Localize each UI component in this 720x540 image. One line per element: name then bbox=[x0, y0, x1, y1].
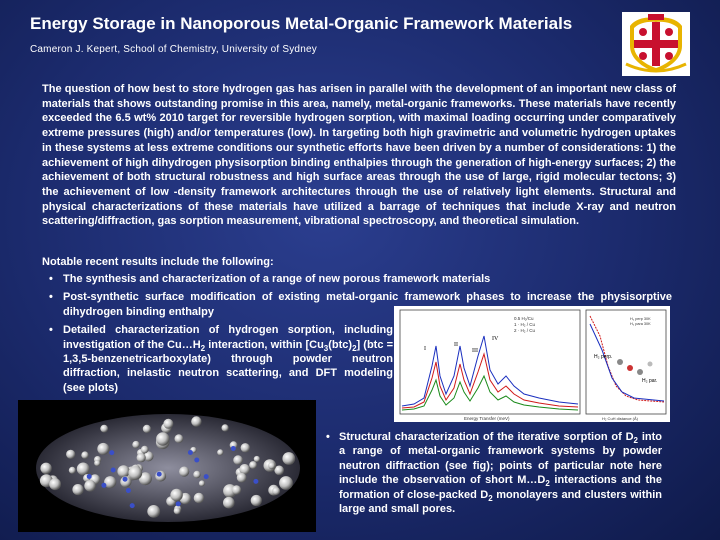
d2-sphere bbox=[49, 478, 61, 490]
university-crest-logo bbox=[622, 12, 690, 76]
d2-sphere bbox=[81, 451, 88, 458]
framework-atom bbox=[231, 446, 236, 451]
d2-sphere bbox=[179, 467, 189, 477]
d2-sphere bbox=[222, 424, 229, 431]
d2-sphere bbox=[194, 493, 204, 503]
framework-atom bbox=[194, 458, 199, 463]
legend-label: H₂ perp 30K bbox=[630, 317, 651, 321]
framework-atom bbox=[130, 503, 135, 508]
d2-sphere bbox=[223, 497, 235, 509]
legend-label: 0.5 H₂/Cu bbox=[514, 316, 534, 321]
list-item bbox=[320, 430, 662, 516]
d2-sphere bbox=[268, 462, 275, 469]
abstract-paragraph: The question of how best to store hydrogen gas has arisen in parallel with the development of an important new class of materials that shows outstanding promise in this area, namely, metal-organic frameworks. These materials have recently exceeded the 6.5 wt% 2010 target for reversible hydrogen sorption, with maximal loading occurring under comparatively extreme pressures (high) and/or temperatures (low). In targeting both high gravimetric and volumetric hydrogen uptakes in these systems at less extreme conditions our synthetic efforts have been driven by a number of considerations: 1) the achievement of high dihydrogen physisorption binding enthalpies through the generation of high-energy surfaces; 2) the achievement of both structural robustness and high surface areas through the use of large, rigid molecular tectons; 3) the achievement of low -density framework architectures through the use of relatively light elements. Structural and physical characterizations of these materials have utilized a barrage of techniques that include X-ray and neutron scattering/diffraction, gas sorption measurement, vibrational spectroscopy, and theoretical simulation. bbox=[42, 83, 676, 228]
d2-sphere bbox=[69, 467, 76, 474]
d2-sphere bbox=[170, 489, 182, 501]
d2-sphere bbox=[147, 505, 160, 518]
list-item-text: Detailed characterization of hydrogen sorption, including investigation of the $Cu\dots H_2$ interaction, within $[Cu_3(btc)_2] (btc$ = 1,3,5-benzenetricarboxylate) through powder neutron diffraction, inelastic neutron scattering, and DFT modeling (see plots) bbox=[63, 324, 393, 394]
d2-sphere bbox=[282, 452, 295, 465]
d2-sphere bbox=[193, 471, 200, 478]
d2-sphere bbox=[84, 480, 96, 492]
d2-sphere bbox=[137, 453, 146, 462]
d2-sphere bbox=[241, 443, 250, 452]
d2-sphere bbox=[237, 473, 247, 483]
d2-sphere bbox=[163, 419, 173, 429]
d2-sphere bbox=[97, 443, 109, 455]
framework-atom bbox=[101, 483, 106, 488]
d2-sphere bbox=[199, 480, 205, 486]
legend-label: 1 · H₂ / Cu bbox=[514, 322, 536, 327]
list-item-text: Post-synthetic surface modification of existing metal-organic framework phases to increase the physisorptive dihydrogen binding enthalpy bbox=[63, 291, 672, 318]
bullet-icon: • bbox=[49, 324, 53, 337]
framework-atom bbox=[253, 479, 258, 484]
crest-shield-icon bbox=[622, 12, 690, 76]
d2-sphere bbox=[272, 487, 280, 495]
x-axis-label: Energy Transfer (meV) bbox=[464, 416, 510, 421]
list-item-text: The synthesis and characterization of a range of new porous framework materials bbox=[63, 273, 491, 285]
x-axis-label: H₂ CuH distance (Å) bbox=[602, 416, 639, 421]
results-heading: Notable recent results include the following: bbox=[42, 256, 274, 268]
d2-sphere bbox=[100, 425, 108, 433]
legend-label: 2 · H₂ / Cu bbox=[514, 328, 536, 333]
bullet-icon: • bbox=[49, 273, 53, 285]
d2-sphere bbox=[77, 463, 90, 476]
d2-sphere bbox=[249, 461, 257, 469]
bullet-icon: • bbox=[49, 291, 53, 304]
peak-label: III bbox=[472, 348, 478, 354]
bullet-icon: • bbox=[326, 431, 330, 443]
poster-title: Energy Storage in Nanoporous Metal-Organic Framework Materials bbox=[30, 14, 573, 33]
framework-atom bbox=[204, 474, 209, 479]
d2-sphere bbox=[141, 446, 149, 454]
framework-atom bbox=[111, 468, 116, 473]
d2-sphere bbox=[128, 466, 142, 480]
d2-sphere bbox=[117, 465, 129, 477]
h2-perp-label: H₂ perp. bbox=[594, 354, 613, 360]
framework-atom bbox=[109, 450, 114, 455]
legend-label: H₂ para 30K bbox=[630, 322, 651, 326]
framework-atom bbox=[126, 488, 131, 493]
d2-sphere bbox=[66, 450, 75, 459]
d2-sphere bbox=[217, 449, 223, 455]
list-item bbox=[42, 323, 393, 395]
inelastic-neutron-dft-plots bbox=[394, 306, 670, 422]
framework-atom bbox=[123, 477, 128, 482]
d2-sphere bbox=[72, 484, 83, 495]
peak-label: I bbox=[424, 346, 426, 352]
d2-sphere bbox=[143, 425, 151, 433]
framework-atom bbox=[176, 501, 181, 506]
list-item-text: Structural characterization of the iterative sorption of $D_2$ into a range of metal-organic framework systems by powder neutron diffraction (see fig); points of particular note here include the observation of short $M\dots D_2$ interactions and the formation of close-packed $D_2$ monolayers and clusters within large and small pores. bbox=[339, 431, 662, 516]
d2-sphere bbox=[174, 507, 181, 514]
d2-sphere bbox=[40, 463, 51, 474]
peak-label: II bbox=[454, 342, 458, 348]
framework-structure-image bbox=[18, 400, 316, 532]
framework-atom bbox=[157, 472, 162, 477]
d2-sphere bbox=[233, 455, 243, 465]
h2-par-label: H₂ par. bbox=[642, 378, 658, 384]
author-line: Cameron J. Kepert, School of Chemistry, University of Sydney bbox=[30, 44, 317, 55]
d2-sphere bbox=[175, 434, 184, 443]
d2-sphere bbox=[251, 495, 262, 506]
peak-label: IV bbox=[492, 336, 499, 342]
framework-atom bbox=[87, 474, 92, 479]
d2-sphere bbox=[94, 460, 100, 466]
list-item bbox=[42, 272, 672, 286]
d2-sphere bbox=[232, 485, 241, 494]
d2-sphere bbox=[132, 441, 139, 448]
d2-sphere bbox=[156, 432, 169, 445]
framework-atom bbox=[188, 450, 193, 455]
d2-sphere bbox=[254, 456, 260, 462]
d2-sphere bbox=[191, 416, 201, 426]
molecule-icon bbox=[617, 359, 653, 375]
d2-sphere bbox=[279, 476, 293, 490]
